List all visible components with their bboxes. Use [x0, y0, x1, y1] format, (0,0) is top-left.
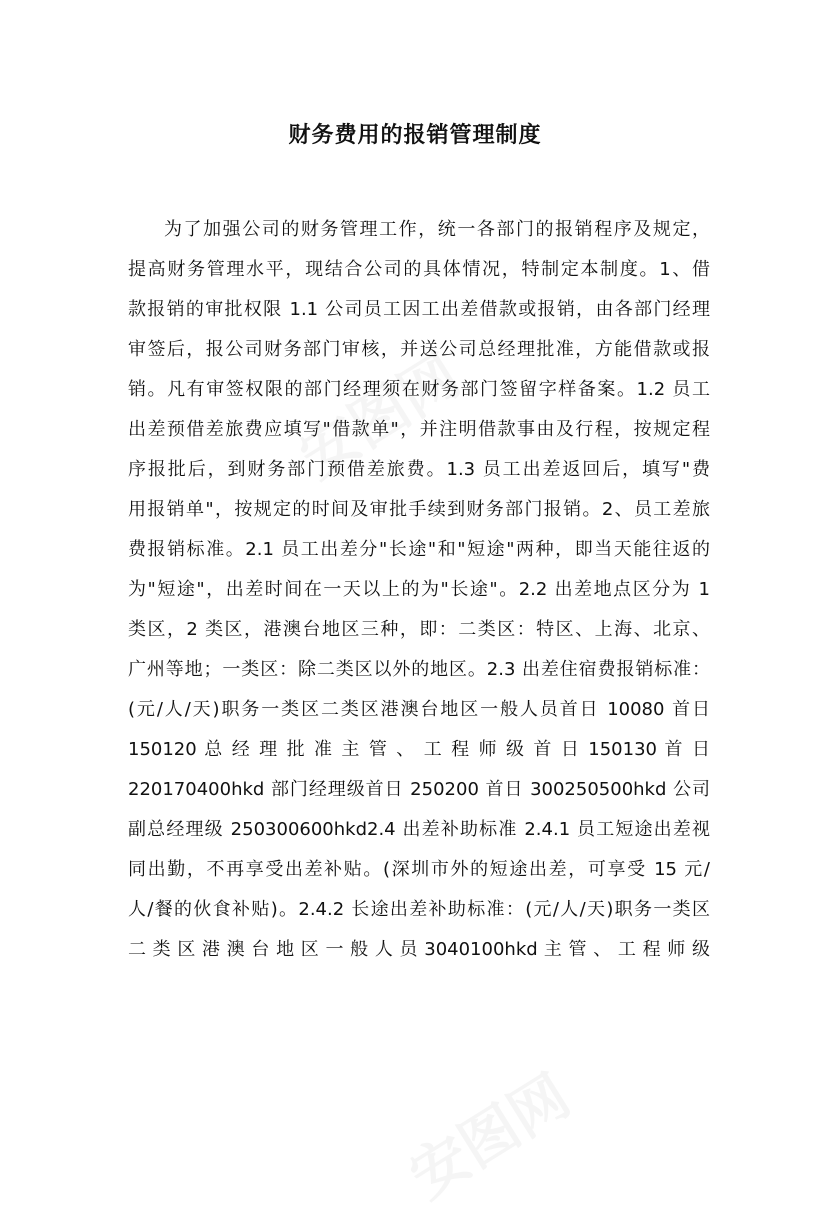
- paragraph-line: 费报销标准。2.1 员工出差分"长途"和"短途"两种，即当天能往返的: [128, 539, 710, 560]
- paragraph-line: 副总经理级 250300600hkd2.4 出差补助标准 2.4.1 员工短途出差视: [128, 819, 710, 840]
- paragraph-line: 为了加强公司的财务管理工作，统一各部门的报销程序及规定，: [164, 219, 710, 240]
- paragraph-line: (元/人/天)职务一类区二类区港澳台地区一般人员首日 10080 首日: [128, 699, 710, 720]
- paragraph-line: 人/餐的伙食补贴)。2.4.2 长途出差补助标准：(元/人/天)职务一类区: [128, 899, 710, 920]
- paragraph-line: 220170400hkd 部门经理级首日 250200 首日 300250500hkd 公司: [128, 779, 710, 800]
- paragraph-line: 广州等地；一类区：除二类区以外的地区。2.3 出差住宿费报销标准：: [128, 659, 710, 680]
- paragraph-line: 款报销的审批权限 1.1 公司员工因工出差借款或报销，由各部门经理: [128, 299, 710, 320]
- paragraph-line: 序报批后，到财务部门预借差旅费。1.3 员工出差返回后，填写"费: [128, 459, 710, 480]
- paragraph-line: 150120 总 经 理 批 准 主 管 、 工 程 师 级 首 日 150130 首 日: [128, 739, 710, 760]
- paragraph-line: 销。凡有审签权限的部门经理须在财务部门签留字样备案。1.2 员工: [128, 379, 710, 400]
- paragraph-line: 二 类 区 港 澳 台 地 区 一 般 人 员 3040100hkd 主 管 、 工 程 师 级: [128, 939, 710, 960]
- paragraph-line: 出差预借差旅费应填写"借款单"，并注明借款事由及行程，按规定程: [128, 419, 710, 440]
- document-title: 财务费用的报销管理制度: [288, 123, 542, 148]
- paragraph-line: 同出勤，不再享受出差补贴。(深圳市外的短途出差，可享受 15 元/: [128, 859, 710, 880]
- paragraph-line: 审签后，报公司财务部门审核，并送公司总经理批准，方能借款或报: [128, 339, 710, 360]
- watermark-text: [391, 1050, 583, 1213]
- paragraph-line: 类区，2 类区，港澳台地区三种，即：二类区：特区、上海、北京、: [128, 619, 710, 640]
- paragraph-line: 用报销单"，按规定的时间及审批手续到财务部门报销。2、员工差旅: [128, 499, 710, 520]
- paragraph-line: 为"短途"，出差时间在一天以上的为"长途"。2.2 出差地点区分为 1: [128, 579, 710, 600]
- paragraph-line: 提高财务管理水平，现结合公司的具体情况，特制定本制度。1、借: [128, 259, 710, 280]
